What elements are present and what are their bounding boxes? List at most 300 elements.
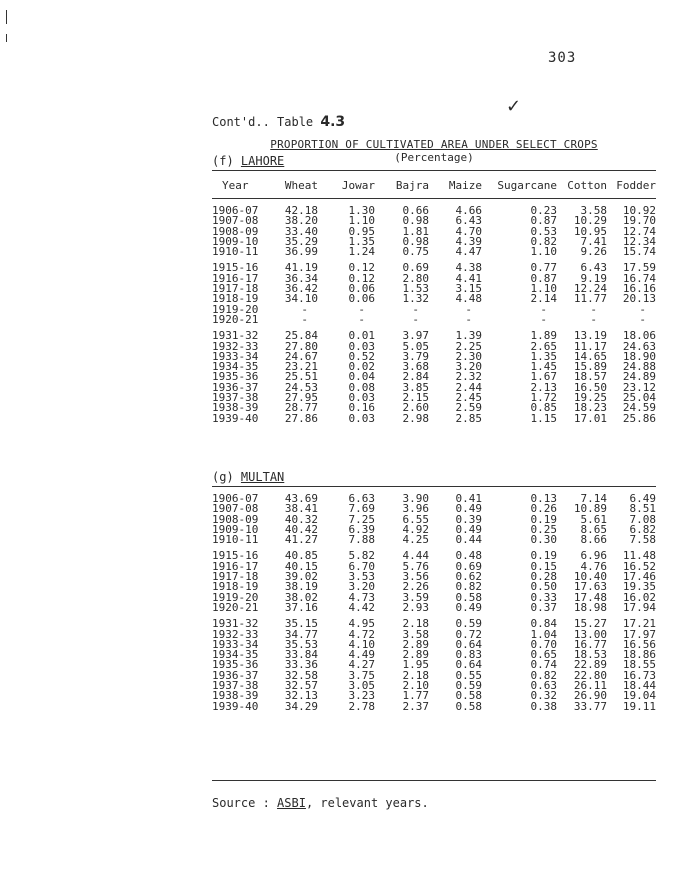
value-cell: 18.86: [622, 648, 656, 662]
value-cell: 1.15: [530, 411, 557, 425]
value-cell: 9.19: [580, 271, 607, 285]
year-cell: 1934-35: [212, 360, 259, 374]
year-cell: 1935-36: [212, 370, 259, 384]
value-cell: 40.42: [284, 522, 318, 536]
section-name: MULTAN: [240, 470, 285, 484]
year-cell: 1920-21: [212, 312, 259, 326]
value-cell: 4.70: [455, 224, 482, 238]
value-cell: 19.04: [622, 689, 656, 703]
section-rule: [212, 486, 656, 487]
value-cell: 0.19: [530, 512, 557, 526]
year-cell: 1937-38: [212, 679, 259, 693]
value-cell: 34.77: [284, 627, 318, 641]
value-cell: 13.00: [573, 627, 607, 641]
value-cell: 20.13: [622, 292, 656, 306]
value-cell: 0.04: [348, 370, 375, 384]
value-cell: 18.55: [622, 658, 656, 672]
value-cell: 4.48: [455, 292, 482, 306]
table-bottom-rule: [212, 780, 656, 781]
value-cell: 0.03: [348, 339, 375, 353]
value-cell: 2.37: [402, 699, 429, 713]
value-cell: 0.13: [530, 492, 557, 505]
year-cell: 1920-21: [212, 600, 259, 614]
value-cell: 19.11: [622, 699, 656, 713]
value-cell: 0.53: [530, 224, 557, 238]
value-cell: 2.60: [402, 401, 429, 415]
value-cell: 2.84: [402, 370, 429, 384]
check-mark: ✓: [506, 96, 522, 117]
value-cell: -: [358, 312, 365, 326]
year-cell: 1936-37: [212, 380, 259, 394]
value-cell: -: [540, 312, 547, 326]
value-cell: 12.74: [622, 224, 656, 238]
year-cell: 1934-35: [212, 648, 259, 662]
value-cell: 7.58: [629, 533, 656, 547]
page-number: 303: [548, 50, 577, 66]
column-header: Year: [222, 179, 249, 192]
section-label-multan: [212, 470, 284, 484]
value-cell: 36.99: [284, 245, 318, 259]
value-cell: 15.89: [573, 360, 607, 374]
value-cell: 23.12: [622, 380, 656, 394]
year-cell: 1916-17: [212, 559, 259, 573]
value-cell: 3.58: [402, 627, 429, 641]
value-cell: 0.65: [530, 648, 557, 662]
value-cell: 0.58: [455, 699, 482, 713]
year-cell: 1906-07: [212, 204, 259, 217]
value-cell: 4.95: [348, 617, 375, 631]
value-cell: 4.49: [348, 648, 375, 662]
year-cell: 1908-09: [212, 224, 259, 238]
value-cell: 4.72: [348, 627, 375, 641]
value-cell: 2.89: [402, 648, 429, 662]
value-cell: 32.57: [284, 679, 318, 693]
value-cell: -: [639, 312, 646, 326]
table-row: [212, 535, 656, 545]
value-cell: 1.35: [348, 234, 375, 248]
section-name: LAHORE: [240, 154, 285, 168]
value-cell: 38.02: [284, 590, 318, 604]
value-cell: 6.43: [455, 214, 482, 228]
value-cell: 22.80: [573, 668, 607, 682]
source-label: Source :: [212, 796, 278, 810]
value-cell: 24.53: [284, 380, 318, 394]
column-header: Wheat: [284, 179, 318, 192]
value-cell: 17.63: [573, 580, 607, 594]
year-cell: 1932-33: [212, 627, 259, 641]
year-cell: 1933-34: [212, 349, 259, 363]
value-cell: 18.23: [573, 401, 607, 415]
value-cell: 17.59: [622, 261, 656, 275]
value-cell: 17.46: [622, 570, 656, 584]
header-top-rule: [212, 170, 656, 171]
value-cell: 4.27: [348, 658, 375, 672]
column-header: Bajra: [395, 179, 429, 192]
value-cell: 39.02: [284, 570, 318, 584]
table-row: [212, 600, 656, 614]
value-cell: 4.41: [455, 271, 482, 285]
value-cell: 4.44: [402, 549, 429, 563]
value-cell: 6.43: [580, 261, 607, 275]
value-cell: 36.34: [284, 271, 318, 285]
value-cell: 4.76: [580, 559, 607, 573]
year-cell: 1919-20: [212, 302, 259, 316]
year-cell: 1910-11: [212, 245, 259, 259]
value-cell: 18.44: [622, 679, 656, 693]
value-cell: 2.32: [455, 370, 482, 384]
value-cell: 0.23: [530, 204, 557, 217]
table-row: [212, 699, 656, 713]
value-cell: 0.08: [348, 380, 375, 394]
value-cell: 16.74: [622, 271, 656, 285]
value-cell: 41.19: [284, 261, 318, 275]
value-cell: 0.03: [348, 391, 375, 405]
value-cell: 2.44: [455, 380, 482, 394]
value-cell: 4.92: [402, 522, 429, 536]
value-cell: -: [639, 302, 646, 316]
value-cell: 0.64: [455, 658, 482, 672]
value-cell: 0.84: [530, 617, 557, 631]
value-cell: 17.01: [573, 411, 607, 425]
value-cell: 34.10: [284, 292, 318, 306]
value-cell: 16.77: [573, 637, 607, 651]
value-cell: 3.23: [348, 689, 375, 703]
value-cell: 3.53: [348, 570, 375, 584]
value-cell: 11.17: [573, 339, 607, 353]
year-cell: 1909-10: [212, 234, 259, 248]
value-cell: 1.39: [455, 329, 482, 343]
value-cell: 2.85: [455, 411, 482, 425]
year-cell: 1916-17: [212, 271, 259, 285]
value-cell: 2.14: [530, 292, 557, 306]
value-cell: -: [465, 302, 472, 316]
year-cell: 1915-16: [212, 549, 259, 563]
value-cell: 16.73: [622, 668, 656, 682]
value-cell: 3.59: [402, 590, 429, 604]
table-caption: [212, 114, 345, 130]
value-cell: 0.48: [455, 549, 482, 563]
value-cell: 0.37: [530, 600, 557, 614]
year-cell: 1939-40: [212, 411, 259, 425]
value-cell: 37.16: [284, 600, 318, 614]
value-cell: 1.04: [530, 627, 557, 641]
value-cell: 18.53: [573, 648, 607, 662]
source-note: [212, 796, 429, 810]
value-cell: 7.14: [580, 492, 607, 505]
value-cell: 38.20: [284, 214, 318, 228]
value-cell: 41.27: [284, 533, 318, 547]
value-cell: 0.58: [455, 590, 482, 604]
value-cell: 32.13: [284, 689, 318, 703]
value-cell: 5.61: [580, 512, 607, 526]
year-cell: 1907-08: [212, 214, 259, 228]
value-cell: 18.90: [622, 349, 656, 363]
value-cell: 0.95: [348, 224, 375, 238]
value-cell: 15.74: [622, 245, 656, 259]
value-cell: -: [358, 302, 365, 316]
value-cell: 1.10: [530, 245, 557, 259]
value-cell: 0.26: [530, 502, 557, 516]
value-cell: 6.55: [402, 512, 429, 526]
value-cell: 0.69: [455, 559, 482, 573]
value-cell: 0.83: [455, 648, 482, 662]
value-cell: 33.36: [284, 658, 318, 672]
value-cell: 36.42: [284, 282, 318, 296]
value-cell: 24.88: [622, 360, 656, 374]
value-cell: 0.12: [348, 261, 375, 275]
table-title: PROPORTION OF CULTIVATED AREA UNDER SELECT CROPS: [270, 138, 598, 151]
value-cell: -: [301, 312, 308, 326]
value-cell: -: [412, 312, 419, 326]
value-cell: 2.18: [402, 668, 429, 682]
value-cell: 7.08: [629, 512, 656, 526]
value-cell: 3.75: [348, 668, 375, 682]
value-cell: 2.18: [402, 617, 429, 631]
value-cell: 7.88: [348, 533, 375, 547]
header-bottom-rule: [212, 198, 656, 199]
value-cell: 42.18: [284, 204, 318, 217]
value-cell: 8.65: [580, 522, 607, 536]
value-cell: 25.51: [284, 370, 318, 384]
value-cell: 0.62: [455, 570, 482, 584]
value-cell: 16.52: [622, 559, 656, 573]
value-cell: 26.90: [573, 689, 607, 703]
value-cell: 0.01: [348, 329, 375, 343]
value-cell: 0.87: [530, 214, 557, 228]
year-cell: 1906-07: [212, 492, 259, 505]
value-cell: 0.82: [455, 580, 482, 594]
value-cell: 0.49: [455, 600, 482, 614]
value-cell: 1.72: [530, 391, 557, 405]
value-cell: 3.96: [402, 502, 429, 516]
value-cell: 16.50: [573, 380, 607, 394]
year-cell: 1938-39: [212, 401, 259, 415]
year-cell: 1908-09: [212, 512, 259, 526]
value-cell: 27.95: [284, 391, 318, 405]
value-cell: 0.50: [530, 580, 557, 594]
value-cell: 4.38: [455, 261, 482, 275]
value-cell: 28.77: [284, 401, 318, 415]
value-cell: 0.30: [530, 533, 557, 547]
column-header: Fodder: [616, 179, 656, 192]
value-cell: 22.89: [573, 658, 607, 672]
value-cell: 3.05: [348, 679, 375, 693]
value-cell: 33.77: [573, 699, 607, 713]
value-cell: 0.59: [455, 679, 482, 693]
year-cell: 1918-19: [212, 292, 259, 306]
value-cell: 12.34: [622, 234, 656, 248]
value-cell: 1.81: [402, 224, 429, 238]
margin-marks: [6, 10, 10, 50]
value-cell: 35.29: [284, 234, 318, 248]
value-cell: 10.29: [573, 214, 607, 228]
year-cell: 1917-18: [212, 570, 259, 584]
value-cell: 4.73: [348, 590, 375, 604]
value-cell: 16.16: [622, 282, 656, 296]
table-row: [212, 247, 656, 257]
value-cell: 0.77: [530, 261, 557, 275]
value-cell: 3.97: [402, 329, 429, 343]
value-cell: 40.15: [284, 559, 318, 573]
value-cell: 6.96: [580, 549, 607, 563]
value-cell: 0.82: [530, 668, 557, 682]
column-header: Jowar: [341, 179, 375, 192]
value-cell: 2.30: [455, 349, 482, 363]
value-cell: 1.45: [530, 360, 557, 374]
value-cell: 3.20: [455, 360, 482, 374]
value-cell: 6.39: [348, 522, 375, 536]
value-cell: 2.93: [402, 600, 429, 614]
value-cell: 0.69: [402, 261, 429, 275]
value-cell: 0.15: [530, 559, 557, 573]
value-cell: 0.59: [455, 617, 482, 631]
value-cell: 0.16: [348, 401, 375, 415]
value-cell: 7.25: [348, 512, 375, 526]
value-cell: 1.10: [530, 282, 557, 296]
multan-data-block: [212, 494, 656, 712]
value-cell: 24.67: [284, 349, 318, 363]
value-cell: 40.85: [284, 549, 318, 563]
value-cell: 24.63: [622, 339, 656, 353]
year-cell: 1931-32: [212, 329, 259, 343]
section-letter: (g): [212, 470, 234, 484]
value-cell: 8.66: [580, 533, 607, 547]
year-cell: 1910-11: [212, 533, 259, 547]
value-cell: 5.82: [348, 549, 375, 563]
year-cell: 1935-36: [212, 658, 259, 672]
value-cell: 3.56: [402, 570, 429, 584]
value-cell: 10.40: [573, 570, 607, 584]
value-cell: 33.40: [284, 224, 318, 238]
value-cell: 4.42: [348, 600, 375, 614]
value-cell: 4.39: [455, 234, 482, 248]
value-cell: 0.28: [530, 570, 557, 584]
value-cell: 1.95: [402, 658, 429, 672]
value-cell: 2.65: [530, 339, 557, 353]
value-cell: 0.58: [455, 689, 482, 703]
value-cell: 12.24: [573, 282, 607, 296]
value-cell: 1.10: [348, 214, 375, 228]
value-cell: 0.02: [348, 360, 375, 374]
value-cell: 17.48: [573, 590, 607, 604]
value-cell: 3.85: [402, 380, 429, 394]
value-cell: 0.19: [530, 549, 557, 563]
value-cell: 0.32: [530, 689, 557, 703]
year-cell: 1936-37: [212, 668, 259, 682]
value-cell: 19.25: [573, 391, 607, 405]
value-cell: 1.77: [402, 689, 429, 703]
value-cell: 27.80: [284, 339, 318, 353]
year-cell: 1938-39: [212, 689, 259, 703]
value-cell: 25.86: [622, 411, 656, 425]
value-cell: 14.65: [573, 349, 607, 363]
value-cell: 4.66: [455, 204, 482, 217]
value-cell: 2.15: [402, 391, 429, 405]
value-cell: 0.38: [530, 699, 557, 713]
value-cell: 17.21: [622, 617, 656, 631]
value-cell: 0.98: [402, 234, 429, 248]
value-cell: -: [301, 302, 308, 316]
value-cell: 26.11: [573, 679, 607, 693]
value-cell: 19.70: [622, 214, 656, 228]
value-cell: 0.12: [348, 271, 375, 285]
value-cell: 35.15: [284, 617, 318, 631]
value-cell: 6.63: [348, 492, 375, 505]
value-cell: 6.82: [629, 522, 656, 536]
caption-number: 4.3: [320, 114, 346, 130]
year-cell: 1931-32: [212, 617, 259, 631]
section-letter: (f): [212, 154, 234, 168]
value-cell: 10.95: [573, 224, 607, 238]
value-cell: 43.69: [284, 492, 318, 505]
value-cell: 0.63: [530, 679, 557, 693]
value-cell: 0.06: [348, 282, 375, 296]
value-cell: -: [590, 312, 597, 326]
value-cell: 0.49: [455, 522, 482, 536]
value-cell: 5.76: [402, 559, 429, 573]
value-cell: 0.06: [348, 292, 375, 306]
value-cell: 2.80: [402, 271, 429, 285]
value-cell: 13.19: [573, 329, 607, 343]
value-cell: 2.45: [455, 391, 482, 405]
value-cell: 4.25: [402, 533, 429, 547]
value-cell: 1.35: [530, 349, 557, 363]
value-cell: 0.64: [455, 637, 482, 651]
table-row: [212, 312, 656, 326]
value-cell: 0.66: [402, 204, 429, 217]
value-cell: -: [590, 302, 597, 316]
value-cell: 0.33: [530, 590, 557, 604]
value-cell: 35.53: [284, 637, 318, 651]
value-cell: 18.98: [573, 600, 607, 614]
value-cell: 9.26: [580, 245, 607, 259]
year-cell: 1939-40: [212, 699, 259, 713]
value-cell: 0.98: [402, 214, 429, 228]
value-cell: 10.92: [622, 204, 656, 217]
value-cell: 3.20: [348, 580, 375, 594]
value-cell: 1.32: [402, 292, 429, 306]
value-cell: 17.94: [622, 600, 656, 614]
value-cell: 18.06: [622, 329, 656, 343]
section-label-lahore: [212, 154, 284, 168]
value-cell: 1.24: [348, 245, 375, 259]
value-cell: 2.26: [402, 580, 429, 594]
value-cell: 0.52: [348, 349, 375, 363]
column-header: Maize: [448, 179, 482, 192]
value-cell: 23.21: [284, 360, 318, 374]
value-cell: 0.87: [530, 271, 557, 285]
value-cell: 3.15: [455, 282, 482, 296]
value-cell: 11.77: [573, 292, 607, 306]
value-cell: 3.90: [402, 492, 429, 505]
value-cell: 3.58: [580, 204, 607, 217]
value-cell: 16.56: [622, 637, 656, 651]
value-cell: 32.58: [284, 668, 318, 682]
value-cell: 2.13: [530, 380, 557, 394]
value-cell: 0.44: [455, 533, 482, 547]
value-cell: 7.41: [580, 234, 607, 248]
value-cell: 34.29: [284, 699, 318, 713]
value-cell: -: [540, 302, 547, 316]
value-cell: 3.79: [402, 349, 429, 363]
value-cell: 6.49: [629, 492, 656, 505]
value-cell: 18.57: [573, 370, 607, 384]
value-cell: 38.19: [284, 580, 318, 594]
value-cell: 17.97: [622, 627, 656, 641]
value-cell: 2.10: [402, 679, 429, 693]
table-row: [212, 411, 656, 425]
year-cell: 1919-20: [212, 590, 259, 604]
